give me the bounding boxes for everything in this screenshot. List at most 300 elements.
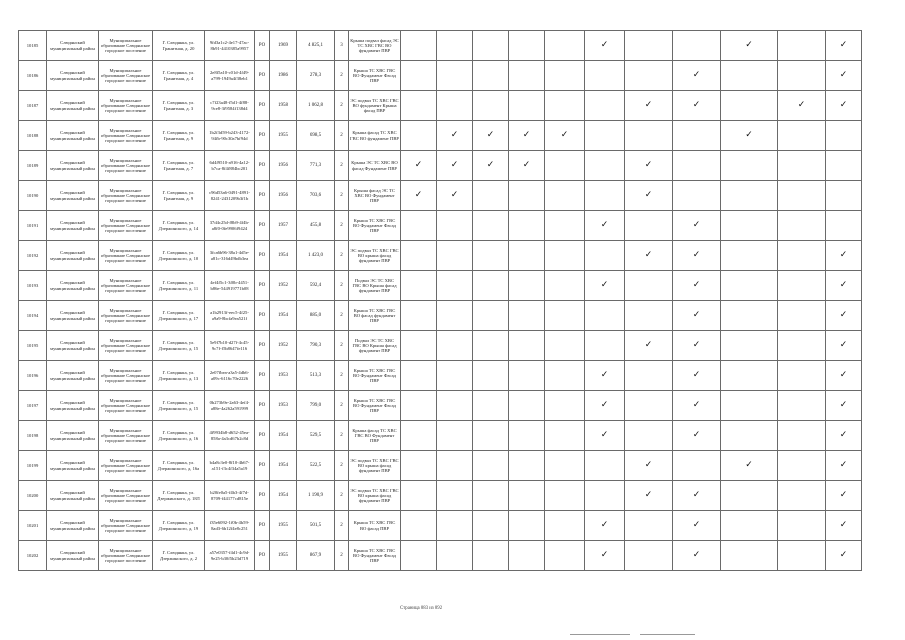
cell-area: 1 062,8 [297,91,335,121]
check-mark-icon: ✓ [839,490,848,500]
table-row [19,541,862,571]
work-flag-cell [625,421,673,451]
cell-district: Слюдянский муниципальный район [47,61,99,91]
cell-work: ЭС подвал ТС ХВС ГВС ВО фундамент Крыша фасад ПВР [349,91,401,121]
work-flag-cell [437,61,473,91]
cell-type: РО [255,91,270,121]
cell-area: 529,5 [297,421,335,451]
cell-work: Подвал ЭС ТС ХВС ГВС ВО Крыша фасад фундамент ПВР [349,271,401,301]
cell-id: 10189 [19,151,47,181]
cell-addr: Г. Слюдянка, ул. Гранитная, д. 9 [153,181,205,211]
cell-count: 2 [335,331,349,361]
scan-artifact [640,634,695,635]
check-mark-icon: ✓ [692,520,701,530]
work-flag-cell [625,481,673,511]
work-flag-cell [673,271,721,301]
check-mark-icon: ✓ [745,130,753,140]
cell-code: 5e9f7b10-d27f-4c45-9c7f-f5b8647fe116 [205,331,255,361]
work-flag-cell [673,61,721,91]
work-flag-cell [509,361,545,391]
work-flag-cell [826,241,862,271]
work-flag-cell [509,121,545,151]
work-flag-cell [673,151,721,181]
cell-type: РО [255,361,270,391]
work-flag-cell [673,181,721,211]
cell-district: Слюдянский муниципальный район [47,541,99,571]
work-flag-cell [721,481,778,511]
cell-count: 2 [335,121,349,151]
check-mark-icon: ✓ [486,130,495,140]
work-flag-cell [509,391,545,421]
work-flag-cell [473,421,509,451]
work-flag-cell [473,391,509,421]
work-flag-cell [625,241,673,271]
cell-code: 0b273b9e-2a63-4ef4-a88e-4a262a591999 [205,391,255,421]
work-flag-cell [545,181,585,211]
cell-id: 10188 [19,121,47,151]
cell-area: 771,3 [297,151,335,181]
work-flag-cell [437,211,473,241]
work-flag-cell [401,61,437,91]
cell-id: 10201 [19,511,47,541]
cell-work: Крыша ТС ХВС ГВС ВО Фундамент Фасад ПВР [349,211,401,241]
check-mark-icon: ✓ [839,550,848,560]
work-flag-cell [437,511,473,541]
cell-count: 2 [335,541,349,571]
cell-year: 1954 [270,421,297,451]
cell-org: Муниципальное образование Слюдянское городское поселение [99,271,153,301]
work-flag-cell [473,181,509,211]
check-mark-icon: ✓ [560,130,569,140]
work-flag-cell [473,61,509,91]
check-mark-icon: ✓ [644,190,653,200]
cell-org: Муниципальное образование Слюдянское городское поселение [99,451,153,481]
work-flag-cell [509,91,545,121]
cell-count: 2 [335,451,349,481]
cell-addr: Г. Слюдянка, ул. Гранитная, д. 9 [153,121,205,151]
cell-count: 2 [335,421,349,451]
work-flag-cell [721,61,778,91]
cell-code: a57e0357-f4d1-4c9d-9e25-b30f5b23d719 [205,541,255,571]
cell-id: 10187 [19,91,47,121]
cell-addr: Г. Слюдянка, ул. Дзержинского, д. 18Л [153,481,205,511]
cell-org: Муниципальное образование Слюдянское городское поселение [99,61,153,91]
check-mark-icon: ✓ [692,100,701,110]
work-flag-cell [401,271,437,301]
work-flag-cell [473,541,509,571]
work-flag-cell [437,121,473,151]
check-mark-icon: ✓ [839,70,848,80]
work-flag-cell [721,241,778,271]
work-flag-cell [437,241,473,271]
cell-count: 3 [335,31,349,61]
cell-code: 4f9934b8-d652-45ea-858a-4a3cd67b2c8d [205,421,255,451]
work-flag-cell [721,211,778,241]
cell-addr: Г. Слюдянка, ул. Гранитная, д. 7 [153,151,205,181]
check-mark-icon: ✓ [692,400,701,410]
cell-count: 2 [335,91,349,121]
cell-addr: Г. Слюдянка, ул. Гранитная, д. 4 [153,61,205,91]
work-flag-cell [585,61,625,91]
cell-type: РО [255,331,270,361]
work-flag-cell [585,271,625,301]
cell-code: c96d53a6-0491-4891-8241-2431209b3f1b [205,181,255,211]
cell-area: 799,0 [297,391,335,421]
cell-district: Слюдянский муниципальный район [47,511,99,541]
cell-area: 513,3 [297,361,335,391]
cell-work: Крыша ТС ХВС ГВС ВО Фундамент Фасад ПВР [349,391,401,421]
cell-code: 6d4f9510-a916-4a12-b7ca-8f4f884bc201 [205,151,255,181]
cell-code: 3fca6b96-38a1-4d5e-a81c-316d49bdb3ea [205,241,255,271]
cell-year: 1955 [270,121,297,151]
cell-district: Слюдянский муниципальный район [47,211,99,241]
check-mark-icon: ✓ [692,370,701,380]
cell-code: f35e6092-1f0b-4b59-8ad3-6b12f4e8c251 [205,511,255,541]
work-flag-cell [545,301,585,331]
work-flag-cell [721,181,778,211]
cell-addr: Г. Слюдянка, ул. Дзержинского, д. 13 [153,361,205,391]
cell-code: 2e8f5a10-c01d-4f49-a799-1949a4f38eb1 [205,61,255,91]
work-flag-cell [545,241,585,271]
check-mark-icon: ✓ [600,400,609,410]
work-flag-cell [509,421,545,451]
cell-work: Крыша фасад ТС ХВС ГВС ВО фундамент ПВР [349,121,401,151]
cell-id: 10194 [19,301,47,331]
check-mark-icon: ✓ [644,100,653,110]
cell-addr: Г. Слюдянка, ул. Дзержинского, д. 17 [153,301,205,331]
cell-id: 10196 [19,361,47,391]
work-flag-cell [509,271,545,301]
work-flag-cell [721,331,778,361]
work-flag-cell [401,151,437,181]
cell-count: 2 [335,391,349,421]
work-flag-cell [721,301,778,331]
work-flag-cell [401,481,437,511]
cell-district: Слюдянский муниципальный район [47,391,99,421]
cell-year: 1956 [270,151,297,181]
cell-code: 37d4c25d-f8b9-4f4b-a8f0-0fe9906f9424 [205,211,255,241]
work-flag-cell [473,31,509,61]
cell-org: Муниципальное образование Слюдянское городское поселение [99,91,153,121]
work-flag-cell [826,541,862,571]
cell-id: 10198 [19,421,47,451]
cell-year: 1953 [270,361,297,391]
cell-addr: Г. Слюдянка, ул. Гранитная, д. 3 [153,91,205,121]
cell-count: 2 [335,181,349,211]
cell-area: 592,4 [297,271,335,301]
cell-id: 10192 [19,241,47,271]
work-flag-cell [437,31,473,61]
work-flag-cell [625,151,673,181]
check-mark-icon: ✓ [414,190,423,200]
cell-area: 501,5 [297,511,335,541]
cell-addr: Г. Слюдянка, ул. Дзержинского, д. 15 [153,391,205,421]
cell-type: РО [255,541,270,571]
cell-work: Крыша ТС ХВС ГВС ВО Фундамент Фасад ПВР [349,361,401,391]
work-flag-cell [625,391,673,421]
work-flag-cell [585,331,625,361]
work-flag-cell [473,121,509,151]
work-flag-cell [545,421,585,451]
cell-type: РО [255,181,270,211]
check-mark-icon: ✓ [692,280,701,290]
cell-area: 1 190,9 [297,481,335,511]
cell-type: РО [255,511,270,541]
cell-district: Слюдянский муниципальный район [47,331,99,361]
cell-code: 1b2f3d59-b243-4172-94fb-90c30a7bf94d [205,121,255,151]
cell-count: 2 [335,511,349,541]
work-flag-cell [473,451,509,481]
check-mark-icon: ✓ [839,250,848,260]
check-mark-icon: ✓ [450,190,459,200]
work-flag-cell [401,181,437,211]
work-flag-cell [673,391,721,421]
cell-addr: Г. Слюдянка, ул. Дзержинского, д. 11 [153,271,205,301]
cell-type: РО [255,451,270,481]
cell-code: 9fd3a1c2-4e17-47ac-8b91-4410385a9957 [205,31,255,61]
work-flag-cell [473,361,509,391]
cell-district: Слюдянский муниципальный район [47,151,99,181]
work-flag-cell [778,241,826,271]
cell-type: РО [255,301,270,331]
check-mark-icon: ✓ [745,40,753,50]
work-flag-cell [625,451,673,481]
work-flag-cell [673,511,721,541]
work-flag-cell [778,481,826,511]
cell-type: РО [255,121,270,151]
check-mark-icon: ✓ [839,430,848,440]
work-flag-cell [585,241,625,271]
work-flag-cell [826,211,862,241]
cell-area: 885,0 [297,301,335,331]
work-flag-cell [437,151,473,181]
cell-area: 698,5 [297,121,335,151]
cell-org: Муниципальное образование Слюдянское городское поселение [99,121,153,151]
cell-org: Муниципальное образование Слюдянское городское поселение [99,31,153,61]
work-flag-cell [585,301,625,331]
work-flag-cell [625,271,673,301]
check-mark-icon: ✓ [692,550,701,560]
cell-year: 1953 [270,391,297,421]
cell-org: Муниципальное образование Слюдянское городское поселение [99,211,153,241]
work-flag-cell [509,151,545,181]
work-flag-cell [778,211,826,241]
cell-id: 10199 [19,451,47,481]
page-footer: Страница 883 из 892 [400,606,443,611]
check-mark-icon: ✓ [522,130,531,140]
cell-district: Слюдянский муниципальный район [47,91,99,121]
work-flag-cell [826,451,862,481]
table-row [19,511,862,541]
work-flag-cell [778,91,826,121]
cell-year: 1956 [270,181,297,211]
work-flag-cell [778,541,826,571]
table-row [19,121,862,151]
cell-addr: Г. Слюдянка, ул. Дзержинского, д. 19 [153,511,205,541]
cell-type: РО [255,421,270,451]
check-mark-icon: ✓ [644,340,653,350]
work-flag-cell [401,241,437,271]
work-flag-cell [401,361,437,391]
cell-addr: Г. Слюдянка, ул. Дзержинского, д. 16а [153,451,205,481]
work-flag-cell [401,331,437,361]
cell-org: Муниципальное образование Слюдянское городское поселение [99,421,153,451]
work-flag-cell [437,451,473,481]
cell-org: Муниципальное образование Слюдянское городское поселение [99,241,153,271]
cell-area: 1 423,0 [297,241,335,271]
table-row [19,421,862,451]
check-mark-icon: ✓ [600,220,609,230]
work-flag-cell [585,541,625,571]
work-flag-cell [778,151,826,181]
cell-org: Муниципальное образование Слюдянское городское поселение [99,511,153,541]
work-flag-cell [721,151,778,181]
table-row [19,91,862,121]
check-mark-icon: ✓ [692,250,701,260]
cell-area: 278,3 [297,61,335,91]
cell-org: Муниципальное образование Слюдянское городское поселение [99,301,153,331]
check-mark-icon: ✓ [839,370,848,380]
cell-year: 1957 [270,211,297,241]
table-row [19,481,862,511]
work-flag-cell [509,211,545,241]
check-mark-icon: ✓ [522,160,531,170]
work-flag-cell [625,121,673,151]
cell-area: 4 825,1 [297,31,335,61]
work-flag-cell [509,61,545,91]
work-flag-cell [437,481,473,511]
work-flag-cell [401,541,437,571]
check-mark-icon: ✓ [692,490,701,500]
table-row [19,61,862,91]
work-flag-cell [625,361,673,391]
cell-year: 1952 [270,271,297,301]
work-flag-cell [778,181,826,211]
work-flag-cell [826,391,862,421]
cell-work: Крыша ТС ХВС ГВС ВО Фундамент Фасад ПВР [349,541,401,571]
work-flag-cell [673,451,721,481]
scan-artifact [570,634,630,635]
cell-id: 10193 [19,271,47,301]
work-flag-cell [721,421,778,451]
work-flag-cell [721,271,778,301]
check-mark-icon: ✓ [797,100,806,110]
cell-count: 2 [335,271,349,301]
work-flag-cell [585,31,625,61]
cell-area: 703,6 [297,181,335,211]
cell-count: 2 [335,151,349,181]
table-row [19,301,862,331]
work-flag-cell [625,211,673,241]
work-flag-cell [401,91,437,121]
cell-district: Слюдянский муниципальный район [47,481,99,511]
check-mark-icon: ✓ [839,340,848,350]
cell-area: 867,9 [297,541,335,571]
work-flag-cell [509,331,545,361]
work-flag-cell [826,121,862,151]
cell-year: 1954 [270,241,297,271]
work-flag-cell [401,301,437,331]
work-flag-cell [585,91,625,121]
table-row [19,361,862,391]
cell-addr: Г. Слюдянка, ул. Дзержинского, д. 14 [153,211,205,241]
check-mark-icon: ✓ [450,130,459,140]
cell-work: Крыша подвал фасад ЭС ТС ХВС ГВС ВО фундамент ПВР [349,31,401,61]
work-flag-cell [545,391,585,421]
work-flag-cell [545,121,585,151]
work-flag-cell [437,361,473,391]
work-flag-cell [473,481,509,511]
cell-type: РО [255,61,270,91]
work-flag-cell [545,31,585,61]
work-flag-cell [545,331,585,361]
cell-addr: Г. Слюдянка, ул. Дзержинского, д. 2 [153,541,205,571]
check-mark-icon: ✓ [644,460,653,470]
work-flag-cell [509,181,545,211]
work-flag-cell [509,511,545,541]
check-mark-icon: ✓ [692,220,701,230]
check-mark-icon: ✓ [839,40,848,50]
check-mark-icon: ✓ [486,160,495,170]
cell-work: Крыша фасад ЭС ТС ХВС ВО Фундамент ПВР [349,181,401,211]
cell-addr: Г. Слюдянка, ул. Дзержинского, д. 15 [153,331,205,361]
cell-id: 10190 [19,181,47,211]
cell-type: РО [255,211,270,241]
work-flag-cell [721,91,778,121]
cell-type: РО [255,271,270,301]
cell-id: 10195 [19,331,47,361]
work-flag-cell [625,31,673,61]
table-row [19,451,862,481]
work-flag-cell [721,391,778,421]
work-flag-cell [625,511,673,541]
check-mark-icon: ✓ [644,160,653,170]
work-flag-cell [826,151,862,181]
check-mark-icon: ✓ [692,430,701,440]
work-flag-cell [401,511,437,541]
cell-type: РО [255,241,270,271]
work-flag-cell [585,211,625,241]
cell-area: 455,8 [297,211,335,241]
cell-district: Слюдянский муниципальный район [47,241,99,271]
cell-district: Слюдянский муниципальный район [47,361,99,391]
check-mark-icon: ✓ [839,460,848,470]
cell-id: 10191 [19,211,47,241]
work-flag-cell [545,91,585,121]
work-flag-cell [585,151,625,181]
work-flag-cell [585,481,625,511]
work-flag-cell [401,421,437,451]
work-flag-cell [401,211,437,241]
work-flag-cell [473,211,509,241]
cell-district: Слюдянский муниципальный район [47,421,99,451]
work-flag-cell [826,331,862,361]
cell-year: 1954 [270,301,297,331]
cell-id: 10200 [19,481,47,511]
cell-year: 1954 [270,481,297,511]
cell-count: 2 [335,301,349,331]
work-flag-cell [401,451,437,481]
work-flag-cell [401,31,437,61]
work-flag-cell [673,31,721,61]
cell-id: 10202 [19,541,47,571]
check-mark-icon: ✓ [414,160,423,170]
housing-repair-table [18,30,862,571]
work-flag-cell [826,31,862,61]
work-flag-cell [585,421,625,451]
cell-count: 2 [335,61,349,91]
work-flag-cell [778,391,826,421]
